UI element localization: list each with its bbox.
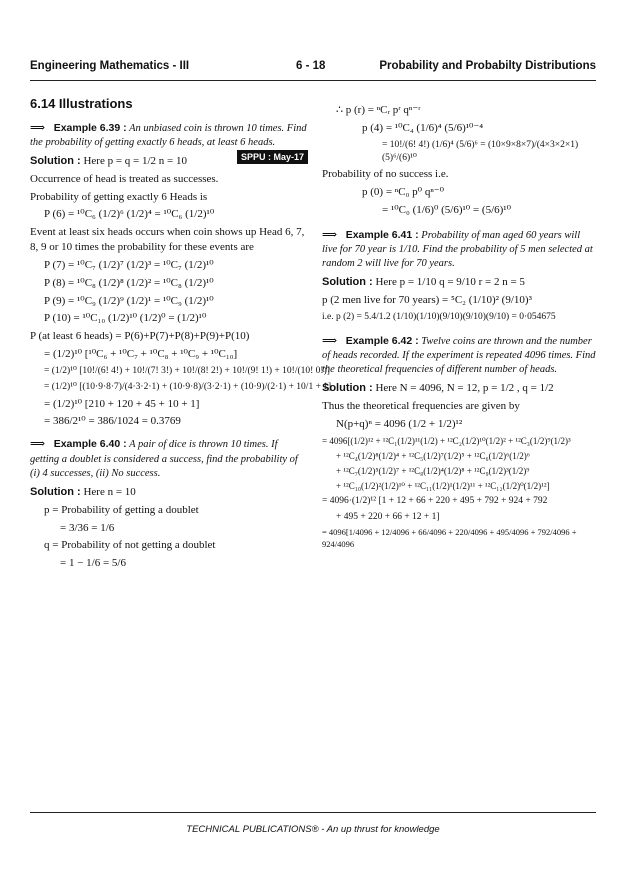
arrow-icon: ⟹ <box>322 229 338 241</box>
equation: = 10!/(6! 4!) (1/6)⁴ (5/6)⁶ = (10×9×8×7)/(4×3×2×1) (5)⁶/(6)¹⁰ <box>382 139 579 163</box>
exam-tag: SPPU : May-17 <box>237 150 308 164</box>
solution-given: Here p = 1/10 q = 9/10 r = 2 n = 5 <box>375 276 525 289</box>
equation: = 4096·(1/2)¹² [1 + 12 + 66 + 220 + 495 + 792 + 924 + 792 <box>322 496 548 507</box>
equation: = 3/36 = 1/6 <box>60 521 115 534</box>
example-label: Example 6.39 : <box>53 121 127 134</box>
equation: ∴ p (r) = ⁿCᵣ pʳ qⁿ⁻ʳ <box>336 104 421 116</box>
equation: P (7) = ¹⁰C₇ (1/2)⁷ (1/2)³ = ¹⁰C₇ (1/2)¹⁰ <box>44 258 214 271</box>
equation: = (1/2)¹⁰ [¹⁰C₆ + ¹⁰C₇ + ¹⁰C₈ + ¹⁰C₉ + ¹⁰C₁₀] <box>44 348 238 361</box>
solution-given: Here N = 4096, N = 12, p = 1/2 , q = 1/2 <box>375 382 554 395</box>
example-label: Example 6.42 : <box>345 334 419 347</box>
header-book-title: Engineering Mathematics - III <box>30 60 190 72</box>
equation: i.e. p (2) = 5.4/1.2 (1/10)(1/10)(9/10)(9/10)(9/10) = 0·054675 <box>322 312 556 323</box>
example-text: A pair of dice is thrown 10 times. If getting a doublet is considered a success, find the probability of (i) 4 successes, (ii) No success. <box>30 439 298 479</box>
solution-given: Here p = q = 1/2 n = 10 <box>83 154 188 167</box>
text-line: Probability of getting exactly 6 Heads is <box>30 190 208 203</box>
equation: = (1/2)¹⁰ [210 + 120 + 45 + 10 + 1] <box>44 397 200 410</box>
equation: = 4096[(1/2)¹² + ¹²C₁(1/2)¹¹(1/2) + ¹²C₂(1/2)¹⁰(1/2)² + ¹²C₃(1/2)⁹(1/2)³ <box>322 435 571 446</box>
equation: = (1/2)¹⁰ [10!/(6! 4!) + 10!/(7! 3!) + 10!/(8! 2!) + 10!/(9! 1!) + 10!/(10! 0!)] <box>44 366 330 377</box>
equation: p (2 men live for 70 years) = ⁵C₂ (1/10)² (9/10)³ <box>322 294 532 307</box>
page-footer: TECHNICAL PUBLICATIONS® - An up thrust for knowledge <box>186 824 440 835</box>
equation: P (8) = ¹⁰C₈ (1/2)⁸ (1/2)² = ¹⁰C₈ (1/2)¹⁰ <box>44 276 214 289</box>
text-line: Event at least six heads occurs when coin shows up Head 6, 7, 8, 9 or 10 times the probability for these events are <box>30 226 305 254</box>
equation: + ¹²C₄(1/2)⁸(1/2)⁴ + ¹²C₅(1/2)⁷(1/2)⁵ + ¹²C₆(1/2)⁶(1/2)⁶ <box>336 451 530 462</box>
equation: P (6) = ¹⁰C₆ (1/2)⁶ (1/2)⁴ = ¹⁰C₆ (1/2)¹⁰ <box>44 208 215 221</box>
text-line: Occurrence of head is treated as successes. <box>30 172 219 185</box>
equation: p = Probability of getting a doublet <box>44 503 199 516</box>
equation: p (4) = ¹⁰C₄ (1/6)⁴ (5/6)¹⁰⁻⁴ <box>362 121 484 134</box>
equation: = 4096[1/4096 + 12/4096 + 66/4096 + 220/4096 + 495/4096 + 792/4096 + 924/4096 <box>322 527 577 549</box>
header-page-number: 6 - 18 <box>296 60 326 72</box>
page-header <box>30 60 596 78</box>
right-column <box>322 100 596 553</box>
solution-given: Here n = 10 <box>83 485 136 498</box>
footer-rule <box>30 812 596 813</box>
left-column <box>30 95 332 574</box>
example-6-41 <box>322 228 596 272</box>
equation: P (at least 6 heads) = P(6)+P(7)+P(8)+P(9)+P(10) <box>30 330 250 343</box>
example-text: Twelve coins are thrown and the number of heads recorded. If the experiment is repeated 4096 times. Find the theoretical frequencies of different number of heads. <box>322 335 596 376</box>
solution-label: Solution : <box>322 276 373 289</box>
equation: P (10) = ¹⁰C₁₀ (1/2)¹⁰ (1/2)⁰ = (1/2)¹⁰ <box>44 312 207 325</box>
equation: = 1 − 1/6 = 5/6 <box>60 557 126 570</box>
example-6-42 <box>322 334 596 378</box>
equation: P (9) = ¹⁰C₉ (1/2)⁹ (1/2)¹ = ¹⁰C₉ (1/2)¹⁰ <box>44 294 214 307</box>
example-text: An unbiased coin is thrown 10 times. Find the probability of getting exactly 6 heads, at least 6 heads. <box>30 122 307 148</box>
equation: + ¹²C₁₀(1/2)²(1/2)¹⁰ + ¹²C₁₁(1/2)¹(1/2)¹¹ + ¹²C₁₂(1/2)⁰(1/2)¹²] <box>336 481 550 492</box>
text-line: Probability of no success i.e. <box>322 168 449 181</box>
arrow-icon: ⟹ <box>322 335 338 347</box>
example-text: Probability of man aged 60 years will live for 70 year is 1/10. Find the probability of 5 men selected at random 2 will live for 70 years. <box>322 229 593 270</box>
example-label: Example 6.41 : <box>345 228 419 241</box>
solution-label: Solution : <box>30 485 81 498</box>
arrow-icon: ⟹ <box>30 122 46 134</box>
equation: p (0) = ⁿC₀ p⁰ qⁿ⁻⁰ <box>362 186 445 199</box>
equation: = (1/2)¹⁰ [(10·9·8·7)/(4·3·2·1) + (10·9·8)/(3·2·1) + (10·9)/(2·1) + 10/1 + 1] <box>44 381 332 392</box>
solution-label: Solution : <box>322 382 373 395</box>
section-title: 6.14 Illustrations <box>30 96 133 111</box>
equation: + 495 + 220 + 66 + 12 + 1] <box>336 512 440 523</box>
text-line: Thus the theoretical frequencies are given by <box>322 400 520 413</box>
equation: q = Probability of not getting a doublet <box>44 539 216 552</box>
equation: = 386/2¹⁰ = 386/1024 = 0.3769 <box>44 415 181 428</box>
example-6-40 <box>30 437 308 481</box>
equation: = ¹⁰C₀ (1/6)⁰ (5/6)¹⁰ = (5/6)¹⁰ <box>382 204 512 216</box>
example-label: Example 6.40 : <box>53 438 127 451</box>
arrow-icon: ⟹ <box>30 439 46 451</box>
equation: + ¹²C₇(1/2)⁵(1/2)⁷ + ¹²C₈(1/2)⁴(1/2)⁸ + ¹²C₉(1/2)³(1/2)⁹ <box>336 466 530 477</box>
header-rule <box>30 80 596 81</box>
header-chapter-title: Probability and Probabilty Distributions <box>379 60 596 72</box>
solution-label: Solution : <box>30 154 81 167</box>
equation: N(p+q)ⁿ = 4096 (1/2 + 1/2)¹² <box>336 418 463 431</box>
